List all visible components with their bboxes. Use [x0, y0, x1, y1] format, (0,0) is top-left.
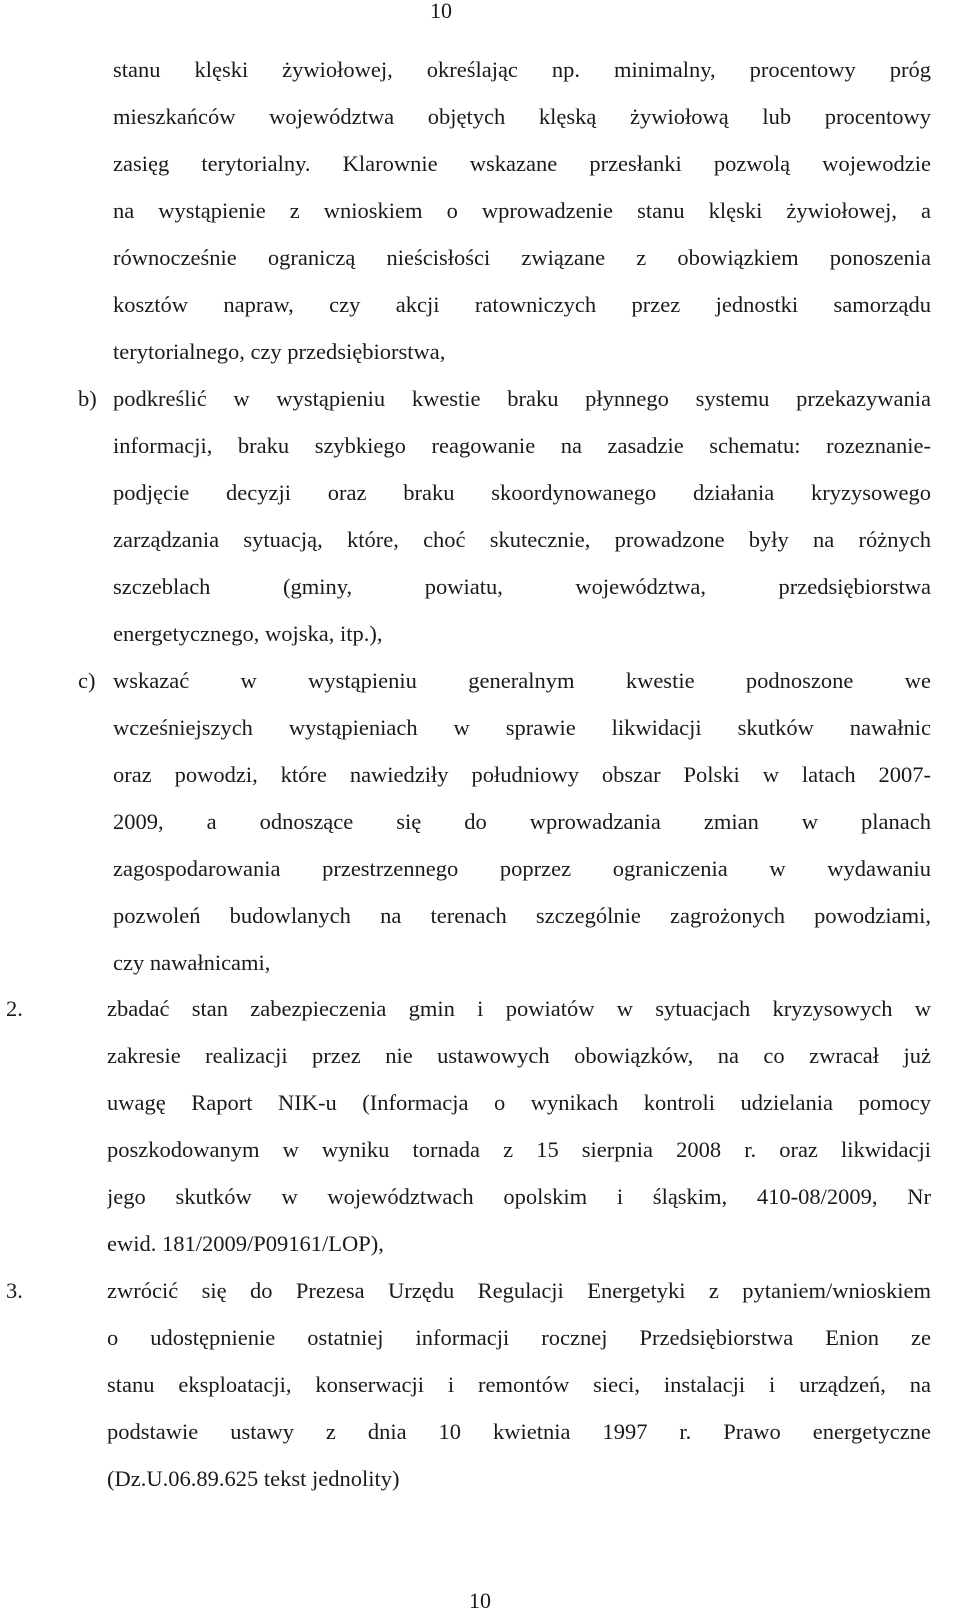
text-line: uwagę Raport NIK-u (Informacja o wynikach kontroli udzielania pomocy — [107, 1090, 931, 1115]
text-line: równocześnie ograniczą nieścisłości związane z obowiązkiem ponoszenia — [113, 245, 931, 270]
list-marker-b: b) — [78, 386, 97, 411]
text-line: stanu klęski żywiołowej, określając np. minimalny, procentowy próg — [113, 57, 931, 82]
text-line: zasięg terytorialny. Klarownie wskazane przesłanki pozwolą wojewodzie — [113, 151, 931, 176]
text-line: na wystąpienie z wnioskiem o wprowadzenie stanu klęski żywiołowej, a — [113, 198, 931, 223]
text-line: wskazać w wystąpieniu generalnym kwestie podnoszone we — [113, 668, 931, 693]
text-line: podkreślić w wystąpieniu kwestie braku płynnego systemu przekazywania — [113, 386, 931, 411]
list-item-b — [113, 375, 931, 657]
text-line: oraz powodzi, które nawiedziły południowy obszar Polski w latach 2007- — [113, 762, 931, 787]
text-line: mieszkańców województwa objętych klęską żywiołową lub procentowy — [113, 104, 931, 129]
text-line: podstawie ustawy z dnia 10 kwietnia 1997 r. Prawo energetyczne — [107, 1419, 931, 1444]
text-line: stanu eksploatacji, konserwacji i remontów sieci, instalacji i urządzeń, na — [107, 1372, 931, 1397]
list-marker-2: 2. — [6, 996, 23, 1021]
list-item-2 — [107, 985, 931, 1267]
text-line: (Dz.U.06.89.625 tekst jednolity) — [107, 1466, 400, 1491]
text-line: pozwoleń budowlanych na terenach szczególnie zagrożonych powodziami, — [113, 903, 931, 928]
text-line: zagospodarowania przestrzennego poprzez ograniczenia w wydawaniu — [113, 856, 931, 881]
list-marker-3: 3. — [6, 1278, 23, 1303]
text-line: szczeblach (gminy, powiatu, województwa, przedsiębiorstwa — [113, 574, 931, 599]
text-line: zakresie realizacji przez nie ustawowych obowiązków, na co zwracał już — [107, 1043, 931, 1068]
text-line: ewid. 181/2009/P09161/LOP), — [107, 1231, 384, 1256]
text-line: wcześniejszych wystąpieniach w sprawie likwidacji skutków nawałnic — [113, 715, 931, 740]
text-line: zbadać stan zabezpieczenia gmin i powiatów w sytuacjach kryzysowych w — [107, 996, 931, 1021]
list-item-c — [113, 657, 931, 986]
text-line: podjęcie decyzji oraz braku skoordynowanego działania kryzysowego — [113, 480, 931, 505]
text-line: poszkodowanym w wyniku tornada z 15 sierpnia 2008 r. oraz likwidacji — [107, 1137, 931, 1162]
text-line: jego skutków w województwach opolskim i śląskim, 410-08/2009, Nr — [107, 1184, 931, 1209]
text-line: kosztów napraw, czy akcji ratowniczych przez jednostki samorządu — [113, 292, 931, 317]
text-line: informacji, braku szybkiego reagowanie na zasadzie schematu: rozeznanie- — [113, 433, 931, 458]
list-item-3 — [107, 1267, 931, 1502]
text-line: czy nawałnicami, — [113, 950, 271, 975]
text-line: terytorialnego, czy przedsiębiorstwa, — [113, 339, 446, 364]
intro-paragraph — [113, 46, 931, 375]
text-line: zarządzania sytuacją, które, choć skutecznie, prowadzone były na różnych — [113, 527, 931, 552]
list-marker-c: c) — [78, 668, 96, 693]
text-line: 2009, a odnoszące się do wprowadzania zmian w planach — [113, 809, 931, 834]
page-number-top: 10 — [430, 0, 452, 23]
text-line: energetycznego, wojska, itp.), — [113, 621, 383, 646]
text-line: o udostępnienie ostatniej informacji rocznej Przedsiębiorstwa Enion ze — [107, 1325, 931, 1350]
text-line: zwrócić się do Prezesa Urzędu Regulacji Energetyki z pytaniem/wnioskiem — [107, 1278, 931, 1303]
page-number-bottom: 10 — [469, 1588, 491, 1613]
